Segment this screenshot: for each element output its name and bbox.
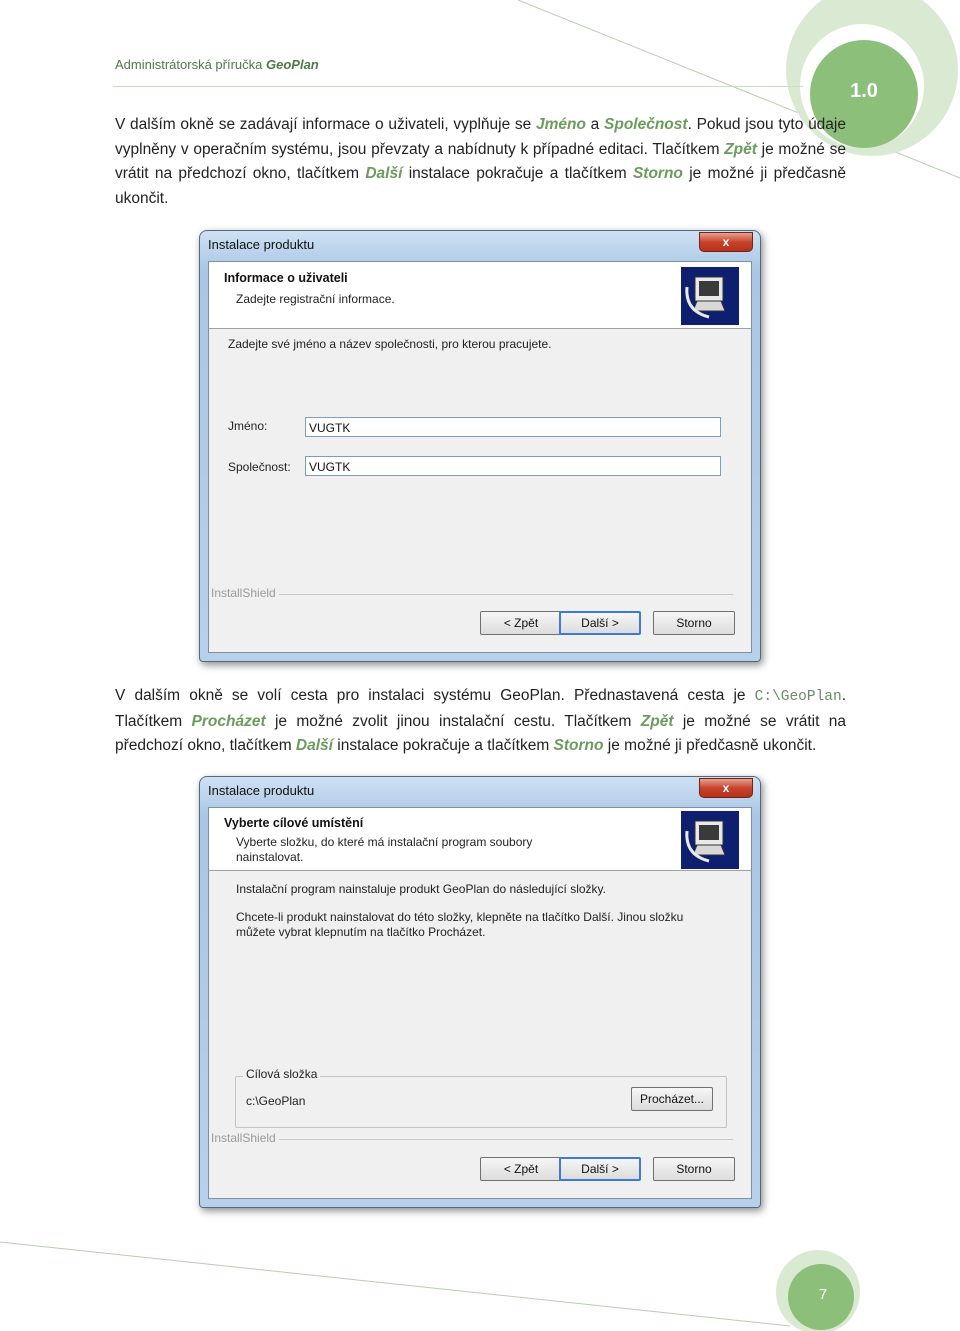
header-title: Informace o uživateli (224, 271, 348, 285)
cancel-button[interactable]: Storno (653, 611, 735, 635)
paragraph-user-info: V dalším okně se zadávají informace o uživateli, vyplňuje se Jméno a Společnost. Pokud jsou tyto údaje vyplněny v operačním systému, jsou převzaty a nabídnuty k případné editaci. Tlačítkem Zpět je možné se vrátit na předchozí okno, tlačítkem Další instalace pokračuje a tlačítkem Storno je možné ji předčasně ukončit. (115, 116, 846, 208)
header-rule (113, 86, 803, 87)
header-title: Vyberte cílové umístění (224, 816, 364, 830)
destination-folder-label: Cílová složka (243, 1067, 320, 1081)
version-badge: 1.0 (850, 80, 878, 102)
installshield-divider (279, 594, 733, 595)
page-number: 7 (818, 1286, 828, 1303)
cancel-button[interactable]: Storno (653, 1157, 735, 1181)
keyword-dalsi: Další (295, 737, 333, 755)
hint-text-line2: můžete vybrat klepnutím na tlačítko Procházet. (236, 925, 486, 939)
keyword-spolecnost: Společnost (604, 116, 688, 133)
next-button[interactable]: Další > (559, 1157, 641, 1181)
dialog-user-info (199, 230, 761, 662)
keyword-storno: Storno (632, 165, 683, 183)
keyword-zpet: Zpět (640, 712, 674, 730)
dialog-title: Instalace produktu (208, 783, 315, 798)
header-subtitle: Zadejte registrační informace. (236, 292, 395, 306)
installshield-divider (279, 1139, 733, 1140)
keyword-zpet: Zpět (724, 140, 757, 158)
dialog-title: Instalace produktu (208, 237, 315, 252)
keyword-jmeno: Jméno (536, 116, 586, 133)
default-path: C:\GeoPlan (754, 689, 842, 705)
next-button[interactable]: Další > (559, 611, 641, 635)
name-label: Jméno: (228, 419, 268, 433)
document-header-title: Administrátorská příručka GeoPlan (115, 57, 319, 72)
close-button[interactable]: x (699, 778, 753, 798)
dialog-client (208, 261, 752, 653)
close-button[interactable]: x (699, 232, 753, 252)
dialog-header (209, 262, 751, 329)
installshield-label: InstallShield (211, 586, 276, 600)
keyword-dalsi: Další (365, 165, 403, 183)
installer-computer-icon (681, 811, 739, 869)
back-button[interactable]: < Zpět (480, 1157, 562, 1181)
info-text: Instalační program nainstaluje produkt GeoPlan do následující složky. (236, 882, 606, 896)
dialog-header (209, 808, 751, 871)
hint-text-line1: Chcete-li produkt nainstalovat do této složky, klepněte na tlačítko Další. Jinou složku (236, 910, 684, 924)
company-field[interactable]: VUGTK (305, 456, 721, 476)
dialog-destination (199, 776, 761, 1208)
keyword-storno: Storno (553, 737, 604, 755)
header-subtitle-line2: nainstalovat. (236, 850, 304, 864)
installer-computer-icon (681, 267, 739, 325)
instruction-text: Zadejte své jméno a název společnosti, pro kterou pracujete. (228, 337, 552, 351)
back-button[interactable]: < Zpět (480, 611, 562, 635)
destination-path: c:\GeoPlan (246, 1094, 306, 1108)
header-subtitle-line1: Vyberte složku, do které má instalační program soubory (236, 835, 533, 849)
keyword-prochazet: Procházet (191, 712, 266, 730)
browse-button[interactable]: Procházet... (631, 1087, 713, 1111)
name-field[interactable]: VUGTK (305, 417, 721, 437)
paragraph-install-path: V dalším okně se volí cesta pro instalaci systému GeoPlan. Přednastavená cesta je C:\GeoPlan. Tlačítkem Procházet je možné zvolit jinou instalační cestu. Tlačítkem Zpět je možné se vrátit na předchozí okno, tlačítkem Další instalace pokračuje a tlačítkem Storno je možné ji předčasně ukončit. (115, 687, 846, 755)
installshield-label: InstallShield (211, 1131, 276, 1145)
company-label: Společnost: (228, 460, 291, 474)
dialog-client (208, 807, 752, 1199)
